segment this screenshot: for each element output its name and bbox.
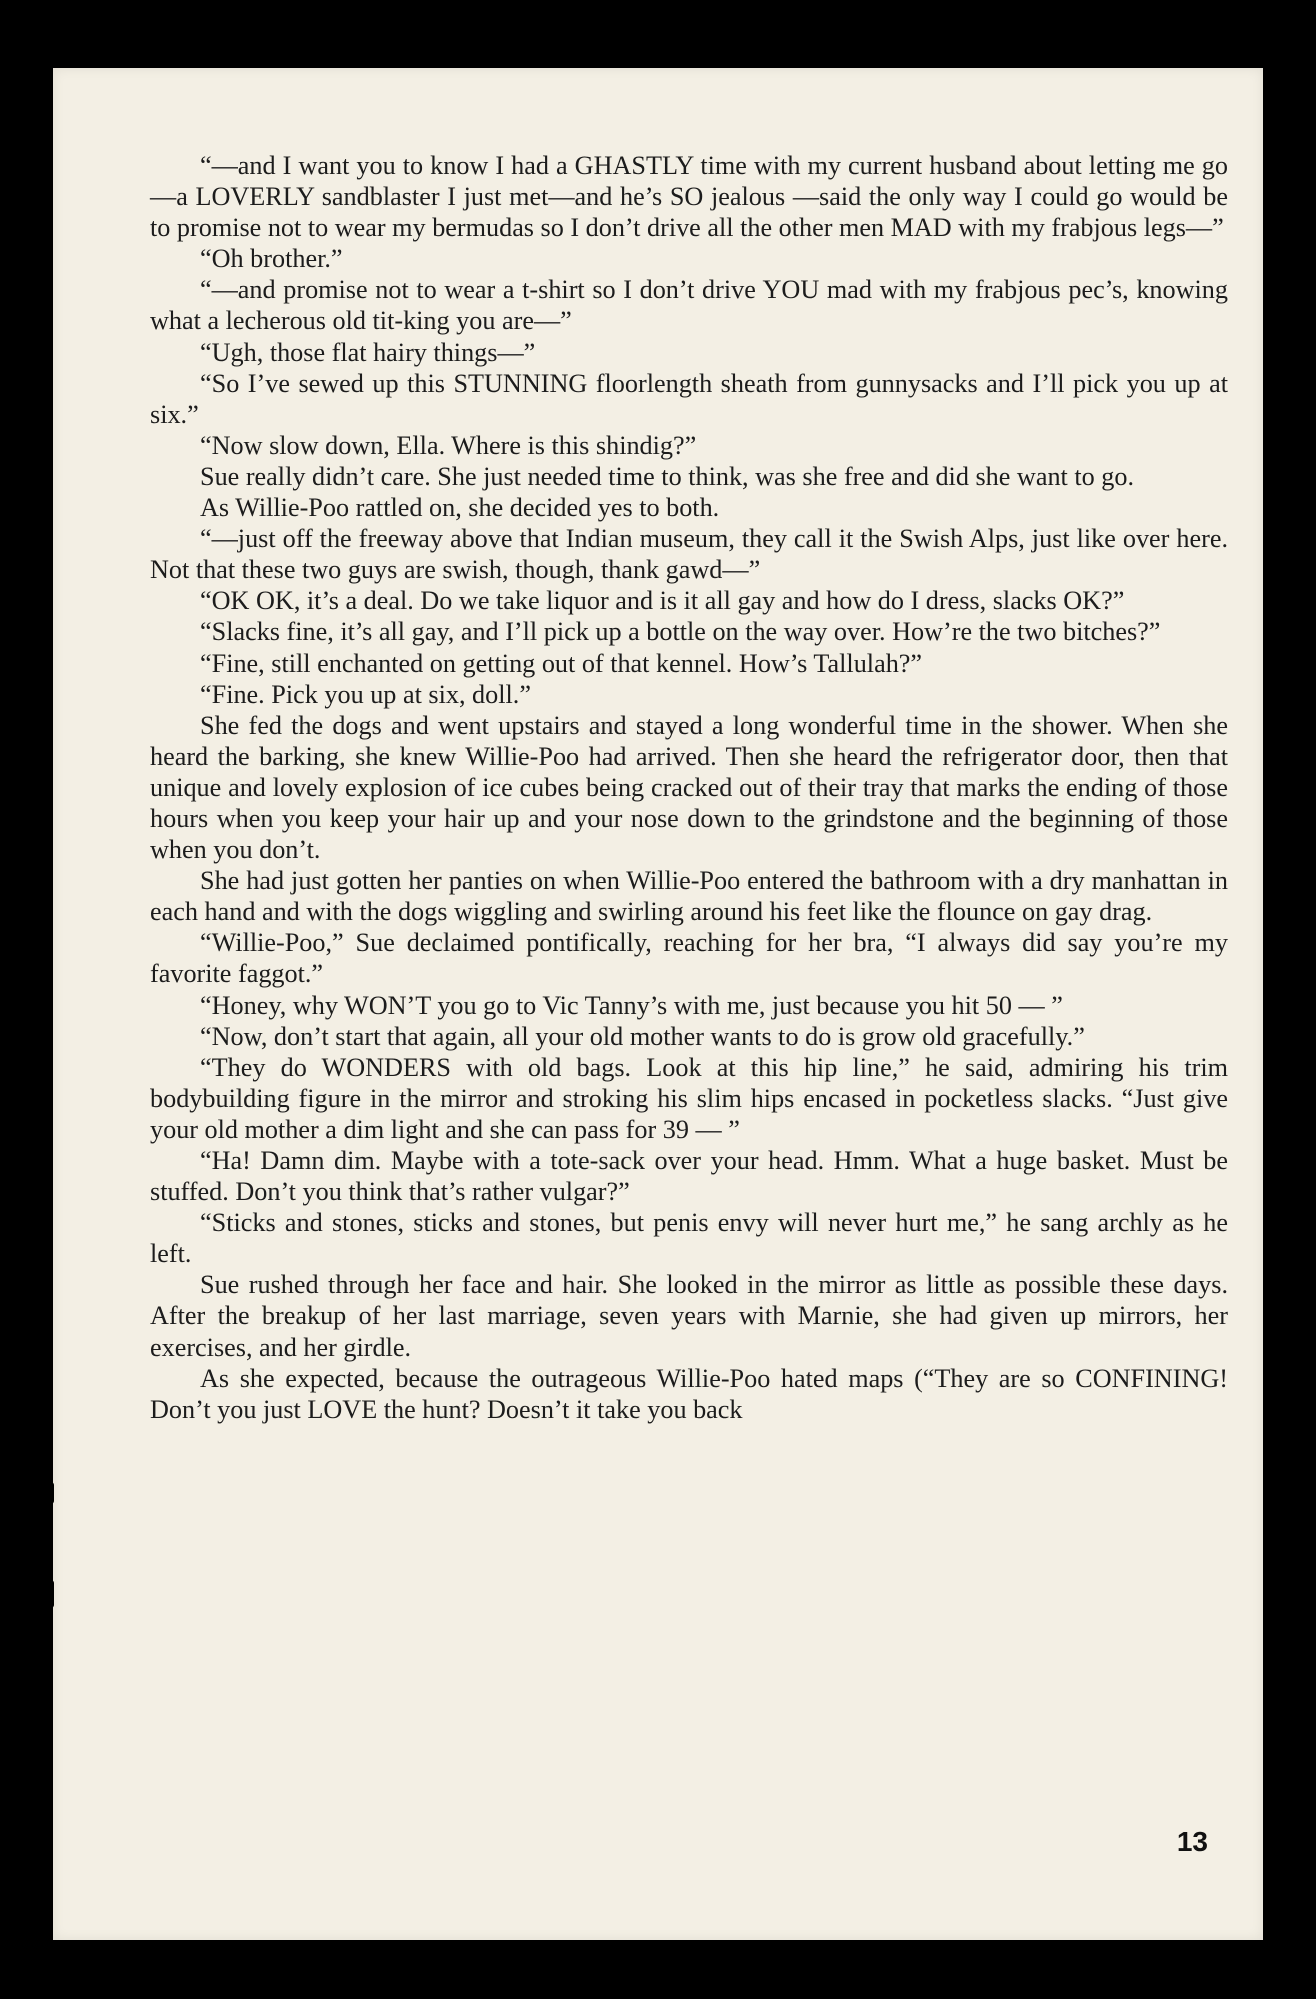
page-edge-mark bbox=[48, 1482, 54, 1504]
paragraph: She had just gotten her panties on when Willie-Poo entered the bathroom with a dry manhattan in each hand and with the dogs wiggling and swirling around his feet like the flounce on gay drag. bbox=[150, 866, 1228, 927]
paragraph: “Oh brother.” bbox=[200, 244, 343, 274]
paragraph: “Now slow down, Ella. Where is this shindig?” bbox=[200, 430, 697, 460]
paragraph: “—and promise not to wear a t-shirt so I don’t drive YOU mad with my frabjous pec’s, knowing what a lecherous old tit-king you are—” bbox=[150, 275, 1228, 336]
paragraph: “—and I want you to know I had a GHASTLY time with my current husband about letting me go—a LOVERLY sandblaster I just met—and he’s SO jealous —said the only way I could go would be to promise not to wear my bermudas so I don’t drive all the other men MAD with my frabjous legs—” bbox=[150, 151, 1228, 243]
paragraph: “Fine, still enchanted on getting out of that kennel. How’s Tallulah?” bbox=[200, 648, 923, 678]
paragraph: “Willie-Poo,” Sue declaimed pontifically, reaching for her bra, “I always did say you’re my favorite faggot.” bbox=[150, 928, 1228, 989]
paragraph: “They do WONDERS with old bags. Look at this hip line,” he said, admiring his trim bodybuilding figure in the mirror and stroking his slim hips encased in pocketless slacks. “Just give your old mother a dim light and she can pass for 39 — ” bbox=[150, 1052, 1228, 1144]
book-page bbox=[53, 68, 1263, 1940]
paragraph: “Ugh, those flat hairy things—” bbox=[200, 337, 536, 367]
paragraph: As she expected, because the outrageous Willie-Poo hated maps (“They are so CONFINING! Don’t you just LOVE the hunt? Doesn’t it take you back bbox=[150, 1363, 1228, 1424]
paragraph: Sue rushed through her face and hair. She looked in the mirror as little as possible these days. After the breakup of her last marriage, seven years with Marnie, she had given up mirrors, her exercises, and her girdle. bbox=[150, 1270, 1228, 1362]
paragraph: Sue really didn’t care. She just needed time to think, was she free and did she want to go. bbox=[200, 461, 1135, 491]
paragraph: “Fine. Pick you up at six, doll.” bbox=[200, 679, 531, 709]
paragraph: “OK OK, it’s a deal. Do we take liquor and is it all gay and how do I dress, slacks OK?” bbox=[200, 586, 1125, 616]
paragraph: “Ha! Damn dim. Maybe with a tote-sack over your head. Hmm. What a huge basket. Must be stuffed. Don’t you think that’s rather vulgar?” bbox=[150, 1146, 1228, 1207]
paragraph: She fed the dogs and went upstairs and stayed a long wonderful time in the shower. When she heard the barking, she knew Willie-Poo had arrived. Then she heard the refrigerator door, then that unique and lovely explosion of ice cubes being cracked out of their tray that marks the ending of those hours when you keep your hair up and your nose down to the grindstone and the beginning of those when you don’t. bbox=[150, 710, 1228, 865]
body-text bbox=[150, 150, 1228, 1425]
paragraph: “Honey, why WON’T you go to Vic Tanny’s with me, just because you hit 50 — ” bbox=[200, 990, 1063, 1020]
page-edge-mark bbox=[48, 1580, 54, 1608]
paragraph: “—just off the freeway above that Indian museum, they call it the Swish Alps, just like over here. Not that these two guys are swish, though, thank gawd—” bbox=[150, 524, 1228, 585]
paragraph: “Now, don’t start that again, all your old mother wants to do is grow old gracefully.” bbox=[200, 1021, 1085, 1051]
paragraph: “So I’ve sewed up this STUNNING floorlength sheath from gunnysacks and I’ll pick you up at six.” bbox=[150, 368, 1228, 429]
paragraph: “Slacks fine, it’s all gay, and I’ll pick up a bottle on the way over. How’re the two bitches?” bbox=[200, 617, 1161, 647]
paragraph: As Willie-Poo rattled on, she decided yes to both. bbox=[200, 493, 720, 523]
paragraph: “Sticks and stones, sticks and stones, but penis envy will never hurt me,” he sang archly as he left. bbox=[150, 1208, 1228, 1269]
page-number: 13 bbox=[1176, 1826, 1208, 1857]
